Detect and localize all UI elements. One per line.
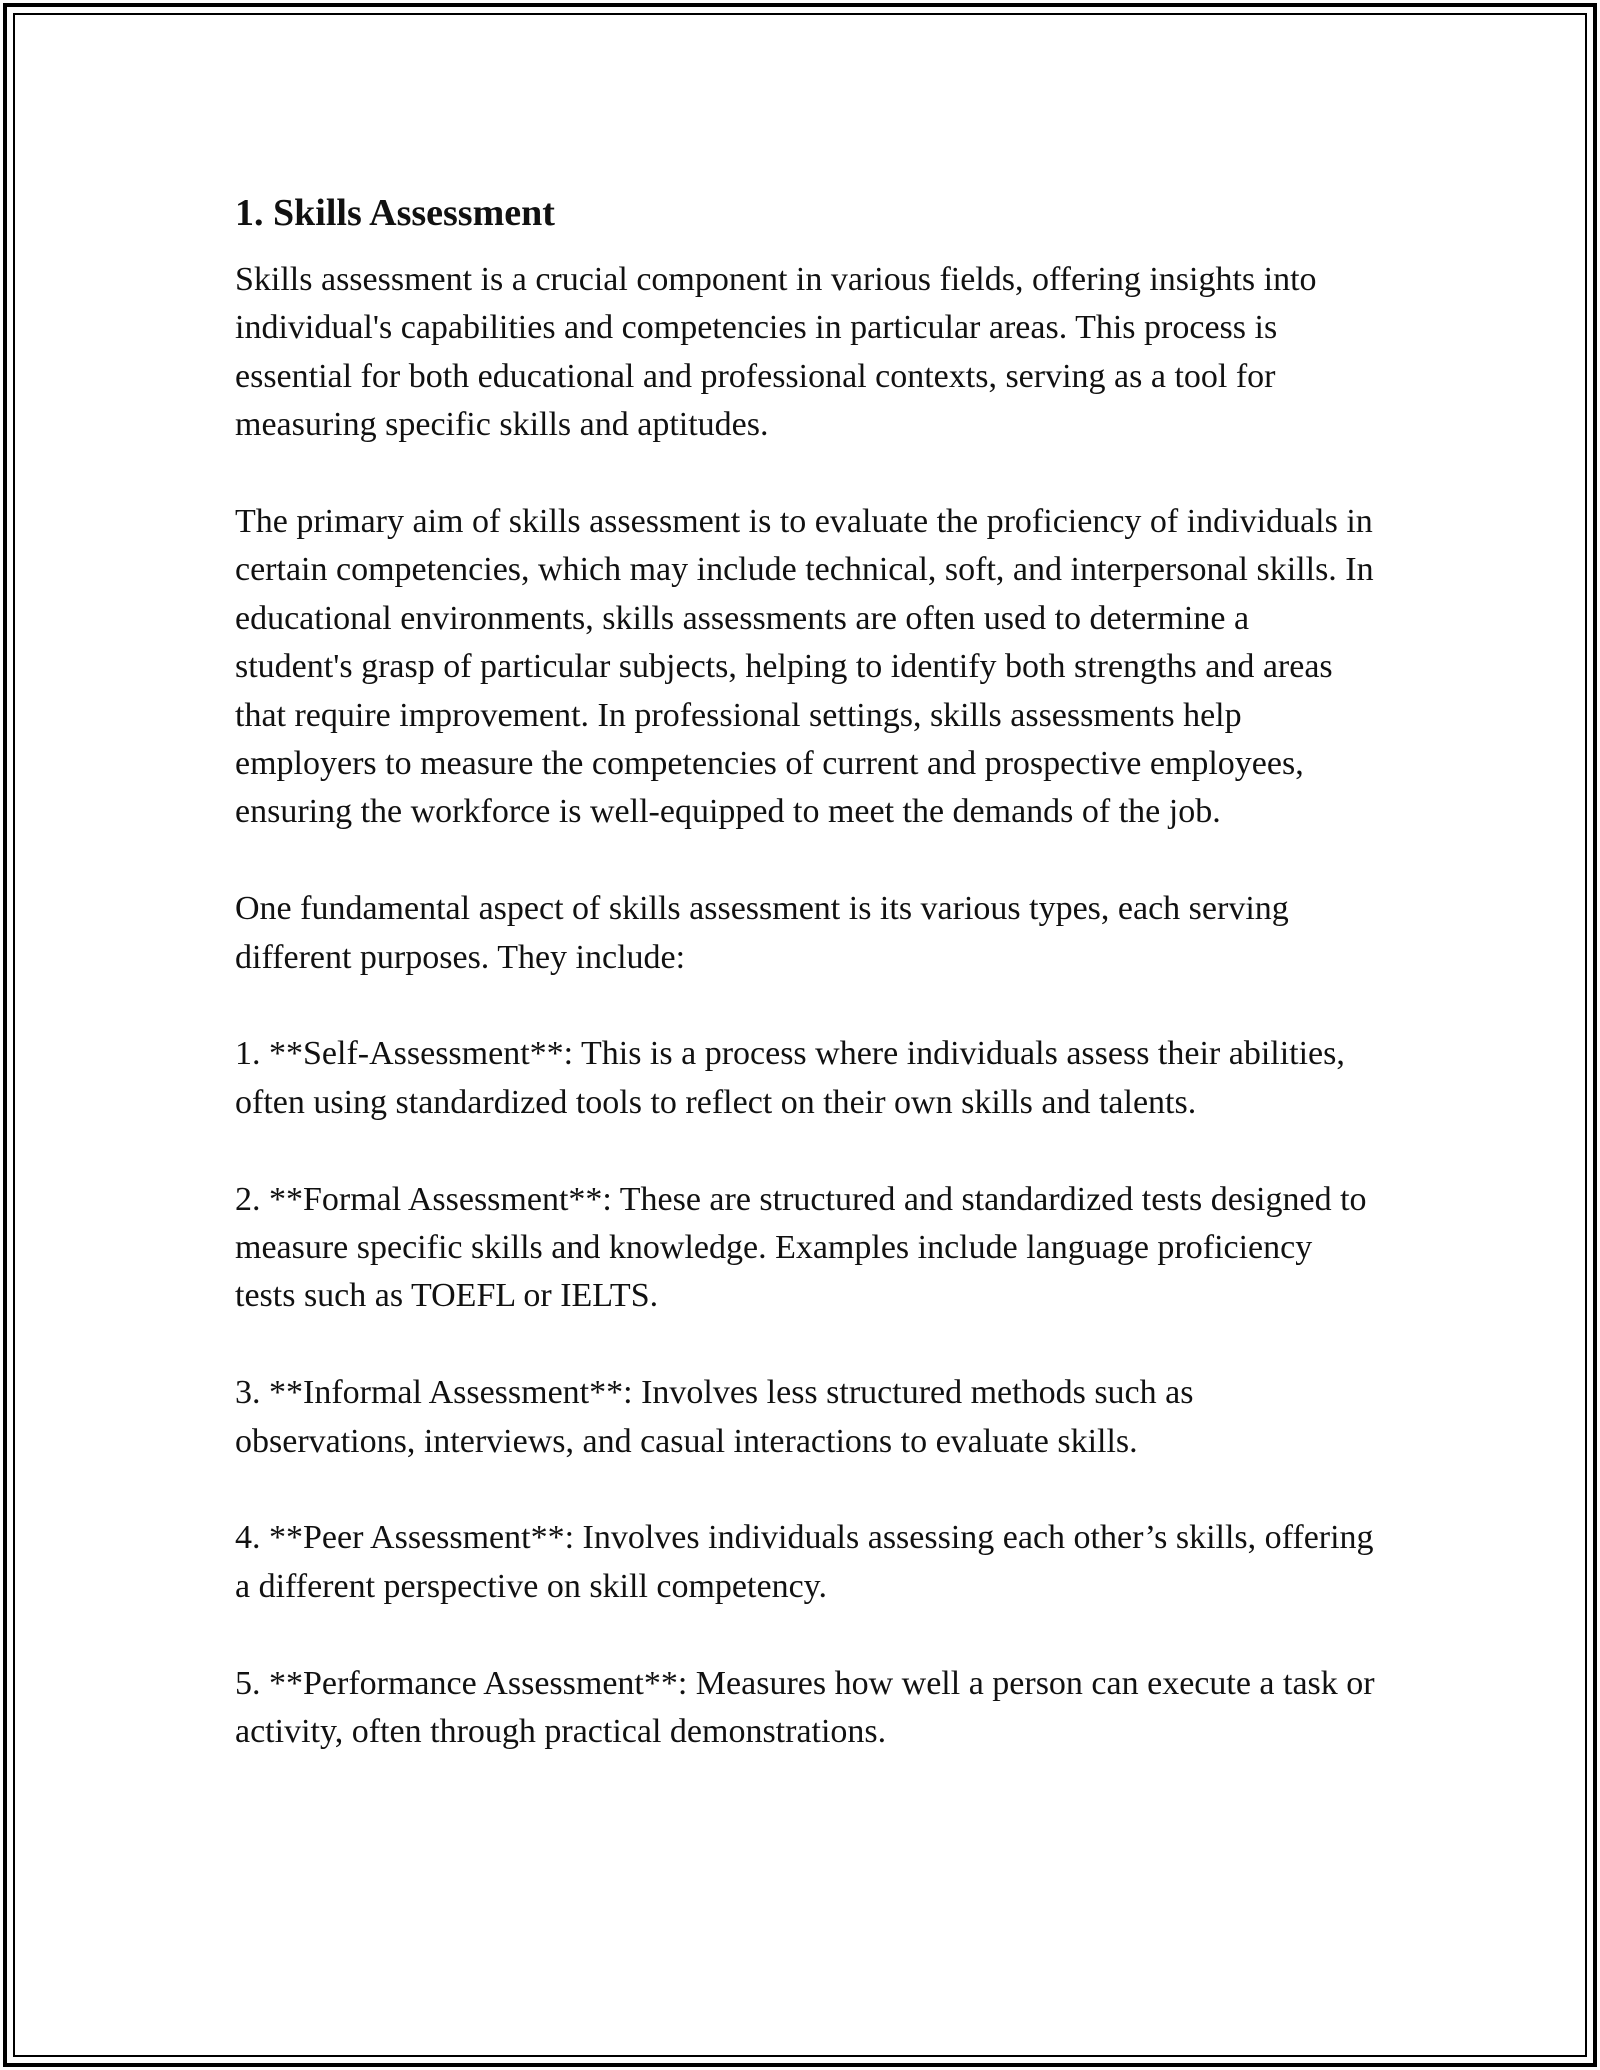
paragraph-primary-aim: The primary aim of skills assessment is to evaluate the proficiency of individuals in certain competencies, which may include technical, soft, and interpersonal skills. In educational environments, skills assessments are often used to determine a student's grasp of particular subjects, helping to identify both strengths and areas that require improvement. In professional settings, skills assessments help employers to measure the competencies of current and prospective employees, ensuring the workforce is well-equipped to meet the demands of the job. — [235, 503, 1374, 831]
list-item-performance-assessment: 5. **Performance Assessment**: Measures how well a person can execute a task or activity, often through practical demonstrations. — [235, 1664, 1375, 1751]
list-item-self-assessment: 1. **Self-Assessment**: This is a process where individuals assess their abilities, often using standardized tools to reflect on their own skills and talents. — [235, 1035, 1345, 1121]
document-body — [235, 186, 1375, 1805]
list-item-informal-assessment: 3. **Informal Assessment**: Involves less structured methods such as observations, interviews, and casual interactions to evaluate skills. — [235, 1374, 1194, 1460]
paragraph-types-intro: One fundamental aspect of skills assessment is its various types, each serving different purposes. They include: — [235, 890, 1289, 976]
section-heading: 1. Skills Assessment — [235, 192, 555, 234]
list-item-peer-assessment: 4. **Peer Assessment**: Involves individuals assessing each other’s skills, offering a different perspective on skill competency. — [235, 1519, 1374, 1605]
list-item-formal-assessment: 2. **Formal Assessment**: These are structured and standardized tests designed to measure specific skills and knowledge. Examples include language proficiency tests such as TOEFL or IELTS. — [235, 1180, 1367, 1315]
paragraph-intro: Skills assessment is a crucial component in various fields, offering insights into individual's capabilities and competencies in particular areas. This process is essential for both educational and professional contexts, serving as a tool for measuring specific skills and aptitudes. — [235, 261, 1317, 444]
